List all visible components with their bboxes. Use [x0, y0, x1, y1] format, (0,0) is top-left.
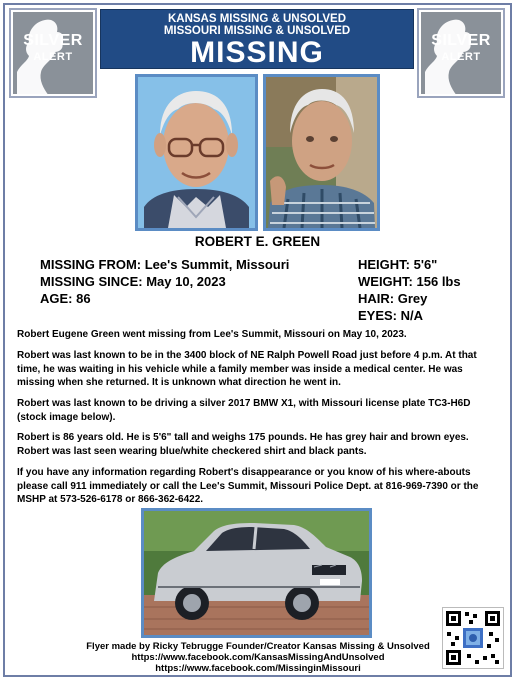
fact-missing-from	[40, 257, 289, 272]
paragraph-summary: Robert Eugene Green went missing from Lee's Summit, Missouri on May 10, 2023.	[17, 329, 407, 340]
fact-label: HEIGHT:	[358, 257, 410, 272]
fact-eyes	[358, 308, 423, 323]
fact-label: MISSING SINCE:	[40, 274, 143, 289]
qr-code-icon	[443, 608, 503, 668]
credit-link-missouri[interactable]: https://www.facebook.com/MissinginMissouri	[155, 663, 361, 674]
fact-value: Lee's Summit, Missouri	[144, 257, 290, 272]
credit-link-kansas[interactable]: https://www.facebook.com/KansasMissingAndUnsolved	[131, 652, 385, 663]
fact-value: N/A	[400, 308, 424, 323]
banner-title: MISSING	[190, 36, 324, 69]
banner-line-kansas: KANSAS MISSING & UNSOLVED	[167, 13, 347, 25]
fact-value: 5'6"	[413, 257, 438, 272]
person-name: ROBERT E. GREEN	[194, 234, 321, 249]
paragraph-contact-info: If you have any information regarding Robert's disappearance or you know of his where-abouts please call 911 immediately or call the Lee's Summit, Missouri Police Dept. at 816-969-7390 or the MSHP at 573-526-6178 or 866-362-6422.	[17, 467, 479, 505]
fact-hair	[358, 291, 427, 306]
logo-word-alert: ALERT	[441, 51, 481, 63]
logo-word-silver: SILVER	[431, 32, 491, 49]
car-icon	[144, 511, 369, 635]
fact-label: AGE:	[40, 291, 73, 306]
header-banner	[100, 9, 414, 69]
fact-label: HAIR:	[358, 291, 395, 306]
vehicle-photo	[141, 508, 372, 638]
silver-alert-logo-right	[417, 8, 505, 98]
fact-value: May 10, 2023	[146, 274, 226, 289]
fact-height	[358, 257, 437, 272]
photo-portrait-2	[263, 74, 380, 231]
fact-label: EYES:	[358, 308, 398, 323]
logo-word-alert: ALERT	[33, 51, 73, 63]
logo-word-silver: SILVER	[23, 32, 83, 49]
person-photo-icon	[266, 77, 377, 228]
fact-weight	[358, 274, 461, 289]
fact-value: Grey	[397, 291, 428, 306]
qr-code[interactable]	[442, 607, 504, 669]
fact-label: MISSING FROM:	[40, 257, 142, 272]
fact-age	[40, 291, 91, 306]
fact-value: 86	[76, 291, 91, 306]
person-photo-icon	[138, 77, 255, 228]
fact-missing-since	[40, 274, 226, 289]
credit-flyer-maker: Flyer made by Ricky Tebrugge Founder/Creator Kansas Missing & Unsolved	[86, 641, 430, 652]
paragraph-last-known-location: Robert was last known to be in the 3400 block of NE Ralph Powell Road just before 4 p.m. At that time, he was waiting in his vehicle while a family member was inside a medical center. He was missing when she returned. It is unknown what direction he went in.	[17, 350, 477, 388]
silver-alert-logo-left	[9, 8, 97, 98]
fact-label: WEIGHT:	[358, 274, 413, 289]
paragraph-description: Robert is 86 years old. He is 5'6" tall and weighs 175 pounds. He has grey hair and brown eyes. Robert was last seen wearing blue/white checkered shirt and black pants.	[17, 432, 469, 457]
photo-portrait-1	[135, 74, 258, 231]
fact-value: 156 lbs	[416, 274, 461, 289]
banner-line-missouri: MISSOURI MISSING & UNSOLVED	[163, 25, 351, 37]
paragraph-vehicle: Robert was last known to be driving a silver 2017 BMW X1, with Missouri license plate TC3-H6D (stock image below).	[17, 398, 471, 423]
